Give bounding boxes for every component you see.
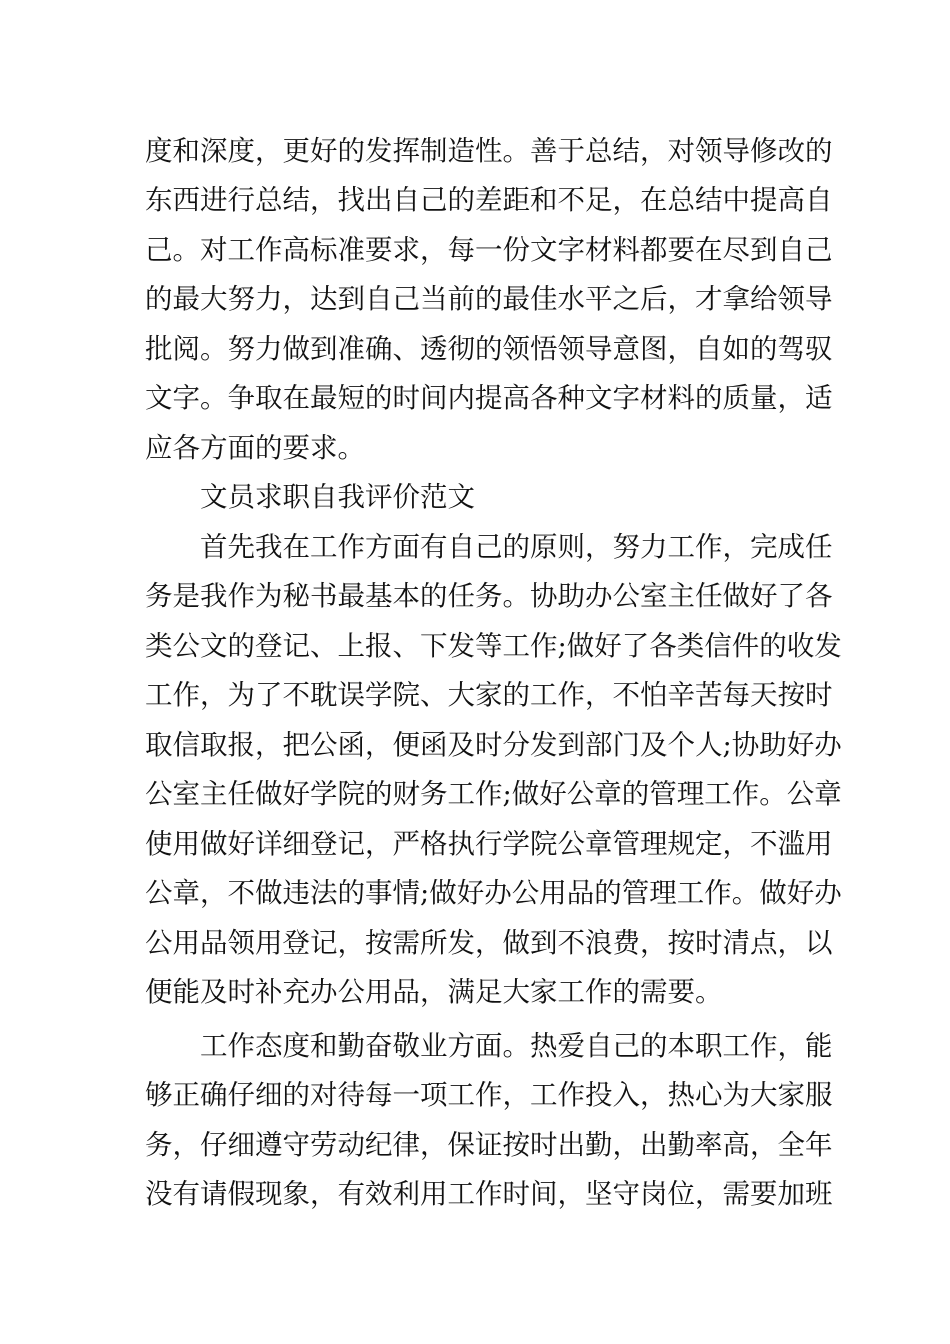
- text-line: 没有请假现象，有效利用工作时间，坚守岗位，需要加班: [145, 1178, 833, 1210]
- text-line: 度和深度，更好的发挥制造性。善于总结，对领导修改的: [145, 135, 833, 167]
- text-line: 文字。争取在最短的时间内提高各种文字材料的质量，适: [145, 382, 833, 414]
- text-line: 便能及时补充办公用品，满足大家工作的需要。: [145, 976, 723, 1008]
- text-line: 公章，不做违法的事情;做好办公用品的管理工作。做好办: [145, 877, 842, 909]
- text-line: 应各方面的要求。: [145, 432, 365, 464]
- text-line: 首先我在工作方面有自己的原则，努力工作，完成任: [200, 531, 833, 563]
- text-line: 取信取报，把公函，便函及时分发到部门及个人;协助好办: [145, 729, 842, 761]
- text-line: 公室主任做好学院的财务工作;做好公章的管理工作。公章: [145, 778, 842, 810]
- text-line: 工作，为了不耽误学院、大家的工作，不怕辛苦每天按时: [145, 679, 833, 711]
- text-line: 批阅。努力做到准确、透彻的领悟领导意图，自如的驾驭: [145, 333, 833, 365]
- text-line: 务是我作为秘书最基本的任务。协助办公室主任做好了各: [145, 580, 833, 612]
- text-line: 工作态度和勤奋敬业方面。热爱自己的本职工作，能: [200, 1030, 833, 1062]
- text-line: 使用做好详细登记，严格执行学院公章管理规定，不滥用: [145, 828, 833, 860]
- text-line: 公用品领用登记，按需所发，做到不浪费，按时清点，以: [145, 927, 833, 959]
- section-heading: 文员求职自我评价范文: [200, 481, 475, 513]
- text-line: 够正确仔细的对待每一项工作，工作投入，热心为大家服: [145, 1079, 833, 1111]
- text-line: 的最大努力，达到自己当前的最佳水平之后，才拿给领导: [145, 283, 833, 315]
- text-line: 类公文的登记、上报、下发等工作;做好了各类信件的收发: [145, 630, 842, 662]
- text-line: 务，仔细遵守劳动纪律，保证按时出勤，出勤率高，全年: [145, 1129, 833, 1161]
- text-line: 东西进行总结，找出自己的差距和不足，在总结中提高自: [145, 184, 833, 216]
- text-line: 己。对工作高标准要求，每一份文字材料都要在尽到自己: [145, 234, 833, 266]
